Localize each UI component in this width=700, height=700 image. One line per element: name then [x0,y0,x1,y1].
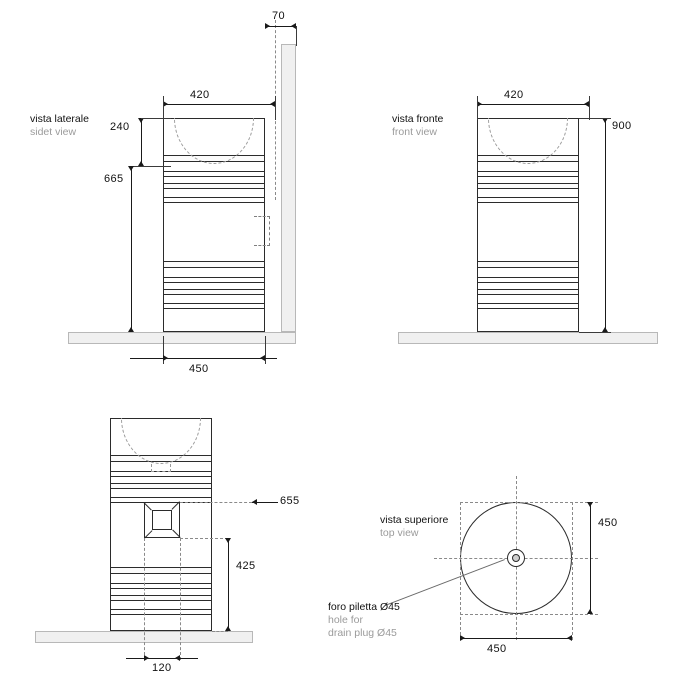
dim-line-240 [141,118,142,166]
dim-tick [128,166,134,171]
dim-label-420-side: 420 [190,89,210,101]
view-rear [0,390,350,700]
dim-line-420-side [163,104,275,105]
dim-line-450-side [130,358,277,359]
drum-rib-band [111,567,211,574]
dim-tick [587,502,593,507]
callout-drain-it: foro piletta Ø45 [328,601,400,613]
dim-label-120: 120 [152,662,172,674]
drum-rib [111,614,211,615]
projection-line-base [212,631,228,632]
ext-dash-left-120 [144,538,145,660]
dim-tick [260,355,265,361]
view-label-side-en: sidet view [30,126,77,138]
dim-label-240: 240 [110,121,130,133]
view-side [0,0,350,390]
drain-hole-inner-top [512,554,520,562]
dim-label-655: 655 [280,495,300,507]
dim-line-450-top-horizontal [460,638,572,639]
dim-label-450-side: 450 [189,363,209,375]
drum-rib-band [478,261,578,268]
ext-line [477,96,478,120]
dim-line-900 [605,118,606,332]
view-front [350,0,700,390]
dim-label-900: 900 [612,120,632,132]
ext-line [275,96,276,120]
ext-line [589,96,590,120]
drain-hidden-outline-side [254,216,270,246]
drum-rib [164,282,264,283]
dim-label-425: 425 [236,560,256,572]
drum-rib [111,583,211,584]
wall-panel-side [281,44,296,332]
dim-line-420-front [477,104,589,105]
dim-tick [265,23,270,29]
dim-label-70: 70 [272,10,286,22]
callout-drain-en-line2: drain plug Ø45 [328,627,397,639]
floor-slab-side [68,332,296,344]
view-label-front-en: front view [392,126,437,138]
dim-tick [225,626,231,631]
drum-rib-band [164,289,264,295]
dim-tick [175,655,180,661]
view-label-side-it: vista laterale [30,113,89,125]
drum-rib-band [111,483,211,489]
callout-drain-en-line1: hole for [328,614,364,626]
drum-rib [478,308,578,309]
dim-label-450-top-vertical: 450 [598,517,618,529]
drum-rib [478,303,578,304]
dim-tick [144,655,149,661]
ext-dash-right-120 [180,538,181,660]
drum-rib [164,202,264,203]
drum-rib [111,497,211,498]
bbox-right-top [572,502,573,640]
view-label-front-it: vista fronte [392,113,444,125]
floor-slab-front [398,332,658,344]
outlet-box-inner [152,510,172,530]
ext-line [265,336,266,364]
drum-rib [164,171,264,172]
projection-line-425 [180,538,228,539]
ext-line [579,332,611,333]
projection-line-655 [180,502,252,503]
ext-line [163,96,164,120]
dim-line-425 [228,538,229,631]
dim-label-665: 665 [104,173,124,185]
dim-line-120 [126,658,198,659]
dim-tick [163,355,168,361]
bbox-left-top [460,502,461,640]
drum-rib-band [164,261,264,268]
ext-line [141,118,171,119]
dim-tick [587,609,593,614]
drum-rib-band [111,595,211,601]
drum-rib [164,308,264,309]
drum-rib-band [478,289,578,295]
drum-rib [111,609,211,610]
dim-tick [567,635,572,641]
bbox-top-edge-top [460,502,598,503]
drum-rib [111,588,211,589]
basin-drain-dash-rear [151,464,171,472]
drum-rib [164,277,264,278]
drum-rib [478,176,578,177]
dim-label-450-top-horizontal: 450 [487,643,507,655]
drum-rib-band [478,183,578,189]
view-top [328,390,700,700]
dim-tick [460,635,465,641]
drum-rib [478,202,578,203]
drum-rib [478,277,578,278]
dim-line-450-top-vertical [590,502,591,614]
ext-line [579,118,611,119]
drum-rib [478,171,578,172]
drum-rib [478,197,578,198]
drum-rib [478,282,578,283]
drum-rib-band [164,183,264,189]
dim-line-665 [131,166,132,332]
drum-rib [164,176,264,177]
ext-line [131,166,171,167]
ext-line [296,26,297,46]
dim-tick [252,499,257,505]
bbox-bottom-edge-top [460,614,598,615]
view-label-top-en: top view [380,527,419,539]
drum-rib [164,197,264,198]
dim-tick [225,538,231,543]
dim-tick [128,327,134,332]
view-label-top-it: vista superiore [380,514,449,526]
drum-rib [164,303,264,304]
drum-rib [111,476,211,477]
dim-label-420-front: 420 [504,89,524,101]
